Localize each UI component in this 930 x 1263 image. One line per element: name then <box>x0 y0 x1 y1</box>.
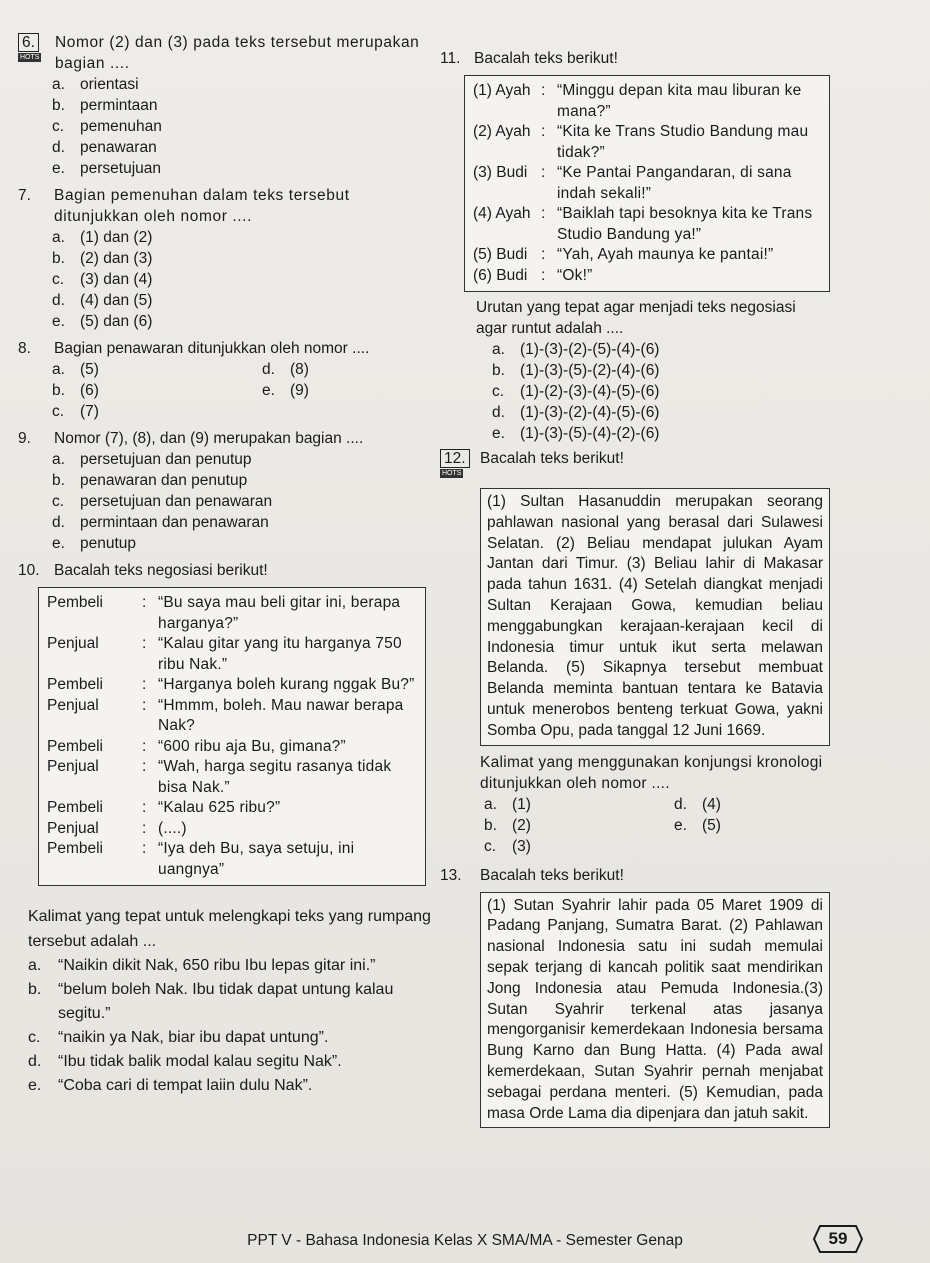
option-a[interactable]: orientasi <box>80 76 139 93</box>
question-number: 10. <box>18 562 40 579</box>
left-column <box>18 32 438 1098</box>
question-12-options: a. (1) d. (4) b. (2) e. (5) c. (3) <box>484 795 721 855</box>
dialog-line: Pembeli : “Iya deh Bu, saya setuju, ini uangnya” <box>47 840 355 878</box>
question-8-options: a. (5) d. (8) b. (6) e. (9) c. (7) <box>52 361 309 420</box>
hots-badge: HOTS <box>442 470 462 477</box>
question-number: 11. <box>440 50 461 67</box>
page-number: 59 <box>828 1229 848 1248</box>
passage-box: (1) Sutan Syahrir lahir pada 05 Maret 1909 di Padang Panjang, Sumatra Barat. (2) Pahlawan nasional Indonesia satu ini sudah memulai sepak terjang di kancah politik saat mendirikan Jong Indonesia atau Pemuda Indonesia.(3) Sutan Syahrir terkenal atas jasanya mengorganisir kemerdekaan Indonesia bersama Bung Karno dan Bung Hatta. (4) Pada awal kemerdekaan, Sutan Syahrir pernah menjabat sebagai perdana menteri. (5) Kemudian, pada masa Orde Lama dia dipenjara dan jatuh sakit. <box>480 892 830 1129</box>
dialog-line: Pembeli : “600 ribu aja Bu, gimana?” <box>47 737 346 755</box>
question-prompt: Urutan yang tepat agar menjadi teks negosiasi agar runtut adalah .... <box>476 299 796 337</box>
option-d[interactable]: (4) <box>702 795 721 813</box>
question-13 <box>440 865 830 886</box>
question-6 <box>18 32 438 74</box>
question-text: Bacalah teks berikut! <box>480 866 624 884</box>
option-d[interactable]: “Ibu tidak balik modal kalau segitu Nak”. <box>58 1053 342 1070</box>
option-b[interactable]: “belum boleh Nak. Ibu tidak dapat untung kalau segitu.” <box>58 981 394 1022</box>
dialog-line: (6) Budi : “Ok!” <box>473 266 593 284</box>
dialog-line: (3) Budi : “Ke Pantai Pangandaran, di sana indah sekali!” <box>473 164 792 202</box>
option-a[interactable]: “Naikin dikit Nak, 650 ribu Ibu lepas gitar ini.” <box>58 957 376 974</box>
question-text: Bagian penawaran ditunjukkan oleh nomor .... <box>54 340 370 357</box>
passage-box: (1) Sultan Hasanuddin merupakan seorang pahlawan nasional yang berasal dari Sulawesi Selatan. (2) Beliau mendapat julukan Ayam Jantan dari Timur. (3) Beliau lahir di Makasar pada tahun 1631. (4) Setelah diangkat menjadi Sultan Kerajaan Gowa, kemudian beliau menggabungkan kerajaan-kerajaan kecil di Indonesia timur untuk ikut serta melawan Belanda. (5) Sikapnya tersebut membuat Belanda meminta bantuan tentara ke Batavia untuk menerobos benteng terkuat Gowa, yakni Somba Opu, pada tanggal 12 Juni 1669. <box>480 488 830 746</box>
dialog-line: (2) Ayah : “Kita ke Trans Studio Bandung mau tidak?” <box>473 123 809 161</box>
option-e[interactable]: (5) dan (6) <box>80 313 153 330</box>
option-d[interactable]: penawaran <box>80 139 157 156</box>
question-text: Bagian pemenuhan dalam teks tersebut ditunjukkan oleh nomor .... <box>54 187 350 225</box>
option-e[interactable]: (1)-(3)-(5)-(4)-(2)-(6) <box>520 425 660 442</box>
option-b[interactable]: penawaran dan penutup <box>80 472 248 489</box>
question-text: Bacalah teks berikut! <box>480 450 624 467</box>
dialog-line: Pembeli : “Harganya boleh kurang nggak Bu?” <box>47 676 415 693</box>
dialog-line: (1) Ayah : “Minggu depan kita mau liburan ke mana?” <box>473 82 802 120</box>
right-column <box>440 50 830 1128</box>
dialog-line: Penjual : “Kalau gitar yang itu harganya 750 ribu Nak.” <box>47 635 402 673</box>
dialog-box <box>38 587 426 886</box>
question-prompt: Kalimat yang menggunakan konjungsi kronologi ditunjukkan oleh nomor .... <box>480 753 823 792</box>
option-e[interactable]: “Coba cari di tempat laiin dulu Nak”. <box>58 1077 313 1094</box>
question-8 <box>18 338 438 359</box>
question-11-options: a. (1)-(3)-(2)-(5)-(4)-(6) b. (1)-(3)-(5)-(2)-(4)-(6) c. (1)-(2)-(3)-(4)-(5)-(6) d. (1)-(3)-(2)-(4)-(5)-(6) e. (1)-(3)-(5)-(4)-(2)-(6) <box>492 341 660 442</box>
option-c[interactable]: persetujuan dan penawaran <box>80 493 273 510</box>
option-c[interactable]: (7) <box>80 403 99 420</box>
option-c[interactable]: “naikin ya Nak, biar ibu dapat untung”. <box>58 1029 329 1046</box>
option-b[interactable]: (6) <box>80 382 99 399</box>
option-c[interactable]: (1)-(2)-(3)-(4)-(5)-(6) <box>520 383 660 400</box>
option-d[interactable]: (8) <box>290 361 309 378</box>
option-d[interactable]: (1)-(3)-(2)-(4)-(5)-(6) <box>520 404 660 421</box>
dialog-line: Pembeli : “Kalau 625 ribu?” <box>47 799 281 816</box>
option-c[interactable]: (3) <box>512 837 531 855</box>
dialog-line: Pembeli : “Bu saya mau beli gitar ini, berapa harganya?” <box>47 594 401 632</box>
question-10-options: a. “Naikin dikit Nak, 650 ribu Ibu lepas gitar ini.” b. “belum boleh Nak. Ibu tidak dapat untung kalau segitu.” c. “naikin ya Nak, biar ibu dapat untung”. d. “Ibu tidak balik modal kalau segitu Nak”. e. “Coba cari di tempat laiin dulu Nak”. <box>18 954 438 1098</box>
hots-badge: HOTS <box>20 54 40 61</box>
question-7 <box>18 185 438 227</box>
question-prompt: Kalimat yang tepat untuk melengkapi teks yang rumpang tersebut adalah ... <box>28 908 431 950</box>
question-number: 12. <box>440 449 470 468</box>
question-number: 6. <box>18 33 39 52</box>
option-e[interactable]: (5) <box>702 816 721 834</box>
question-12 <box>440 448 830 490</box>
question-9-options: a. persetujuan dan penutup b. penawaran dan penutup c. persetujuan dan penawaran d. permintaan dan penawaran e. penutup <box>52 451 273 552</box>
option-b[interactable]: (1)-(3)-(5)-(2)-(4)-(6) <box>520 362 660 379</box>
question-number: 8. <box>18 340 31 357</box>
page-number-badge <box>812 1224 864 1254</box>
dialog-line: Penjual : “Hmmm, boleh. Mau nawar berapa Nak? <box>47 696 404 734</box>
question-number: 13. <box>440 866 462 884</box>
question-text: Bacalah teks negosiasi berikut! <box>54 562 268 579</box>
option-c[interactable]: pemenuhan <box>80 118 162 135</box>
question-text: Nomor (7), (8), dan (9) merupakan bagian .... <box>54 430 364 447</box>
option-c[interactable]: (3) dan (4) <box>80 271 153 288</box>
page-footer: PPT V - Bahasa Indonesia Kelas X SMA/MA - Semester Genap <box>247 1232 683 1249</box>
dialog-line: Penjual : “Wah, harga segitu rasanya tidak bisa Nak.” <box>47 758 392 796</box>
option-a[interactable]: persetujuan dan penutup <box>80 451 252 468</box>
dialog-line: (5) Budi : “Yah, Ayah maunya ke pantai!” <box>473 246 774 263</box>
question-number: 9. <box>18 430 31 447</box>
question-6-options: a. orientasi b. permintaan c. pemenuhan d. penawaran e. persetujuan <box>52 76 162 177</box>
dialog-box <box>464 75 830 292</box>
question-9 <box>18 428 438 449</box>
question-text: Bacalah teks berikut! <box>474 50 618 67</box>
question-number: 7. <box>18 187 31 204</box>
option-d[interactable]: (4) dan (5) <box>80 292 153 309</box>
option-b[interactable]: (2) <box>512 816 531 834</box>
question-11 <box>440 48 830 69</box>
dialog-line: (4) Ayah : “Baiklah tapi besoknya kita ke Trans Studio Bandung ya!” <box>473 205 813 243</box>
option-a[interactable]: (1) <box>512 795 531 813</box>
question-10 <box>18 560 438 581</box>
option-e[interactable]: penutup <box>80 535 137 552</box>
option-b[interactable]: (2) dan (3) <box>80 250 153 267</box>
option-d[interactable]: permintaan dan penawaran <box>80 514 269 531</box>
question-7-options: a. (1) dan (2) b. (2) dan (3) c. (3) dan (4) d. (4) dan (5) e. (5) dan (6) <box>52 229 153 330</box>
option-e[interactable]: persetujuan <box>80 160 162 177</box>
option-e[interactable]: (9) <box>290 382 309 399</box>
option-a[interactable]: (1)-(3)-(2)-(5)-(4)-(6) <box>520 341 660 358</box>
option-a[interactable]: (1) dan (2) <box>80 229 153 246</box>
option-b[interactable]: permintaan <box>80 97 158 114</box>
dialog-line: Penjual : (....) <box>47 819 187 837</box>
option-a[interactable]: (5) <box>80 361 99 378</box>
question-text: Nomor (2) dan (3) pada teks tersebut merupakan bagian .... <box>54 34 420 72</box>
